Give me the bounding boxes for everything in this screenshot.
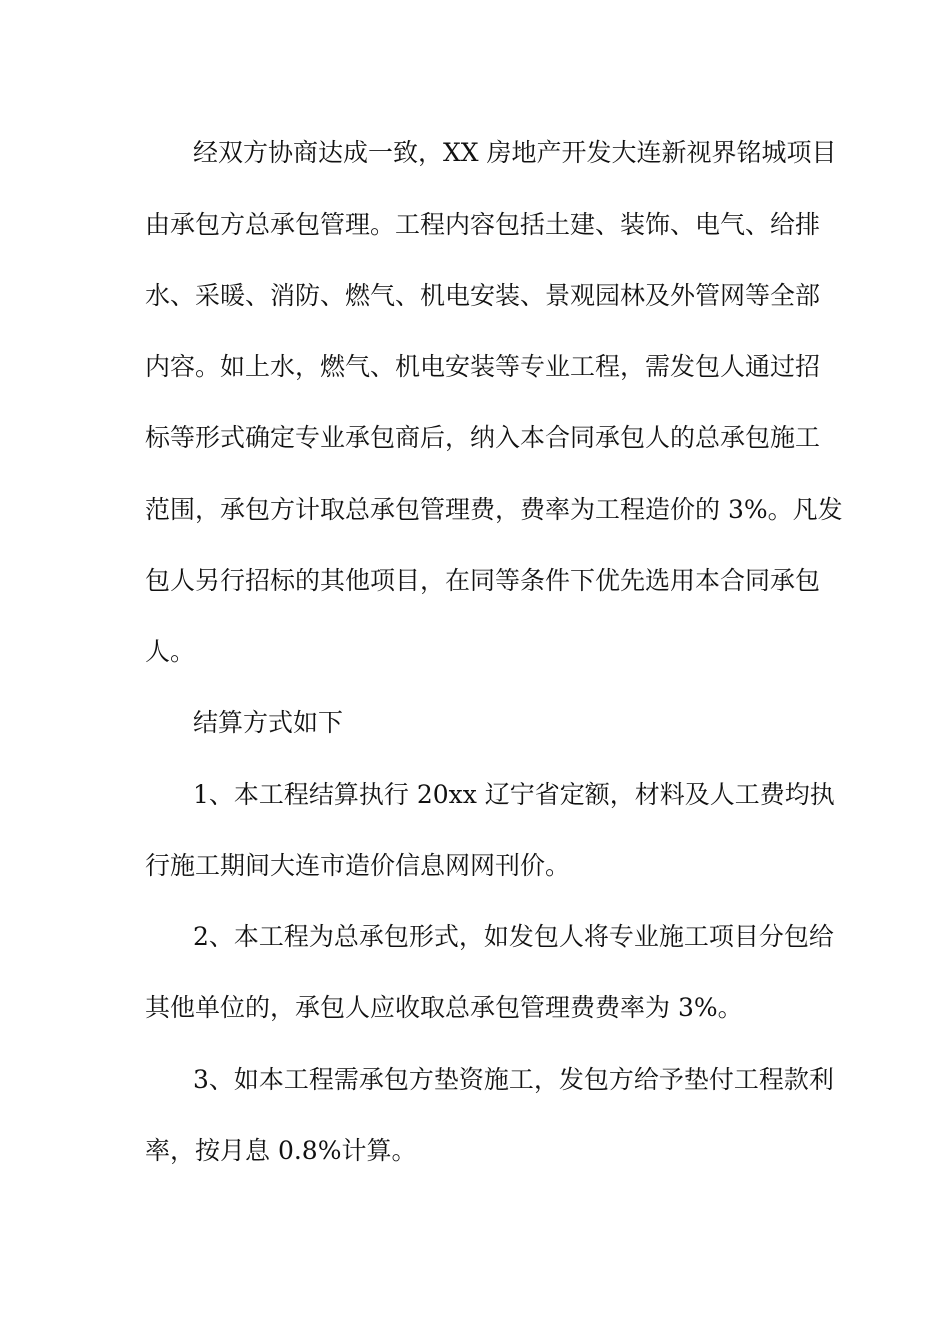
paragraph-1-line-3: 水、采暖、消防、燃气、机电安装、景观园林及外管网等全部 [145, 281, 821, 310]
item-3-line-1: 3、如本工程需承包方垫资施工，发包方给予垫付工程款利 [193, 1065, 834, 1094]
item-1-line-1: 1、本工程结算执行 20xx 辽宁省定额，材料及人工费均执 [193, 780, 835, 809]
paragraph-1-line-8: 人。 [145, 637, 196, 666]
paragraph-1-line-4: 内容。如上水，燃气、机电安装等专业工程，需发包人通过招 [145, 352, 821, 381]
paragraph-1-line-5: 标等形式确定专业承包商后，纳入本合同承包人的总承包施工 [145, 423, 821, 452]
paragraph-1-line-2: 由承包方总承包管理。工程内容包括土建、装饰、电气、给排 [145, 210, 821, 239]
item-3-line-2: 率，按月息 0.8%计算。 [145, 1136, 417, 1165]
paragraph-1-line-1: 经双方协商达成一致，XX 房地产开发大连新视界铭城项目 [193, 138, 837, 167]
item-2-line-2: 其他单位的，承包人应收取总承包管理费费率为 3%。 [145, 993, 743, 1022]
item-2-line-1: 2、本工程为总承包形式，如发包人将专业施工项目分包给 [193, 922, 834, 951]
item-1-line-2: 行施工期间大连市造价信息网网刊价。 [145, 851, 571, 880]
settlement-heading: 结算方式如下 [193, 708, 344, 737]
paragraph-1-line-7: 包人另行招标的其他项目，在同等条件下优先选用本合同承包 [145, 566, 821, 595]
paragraph-1-line-6: 范围，承包方计取总承包管理费，费率为工程造价的 3%。凡发 [145, 495, 843, 524]
